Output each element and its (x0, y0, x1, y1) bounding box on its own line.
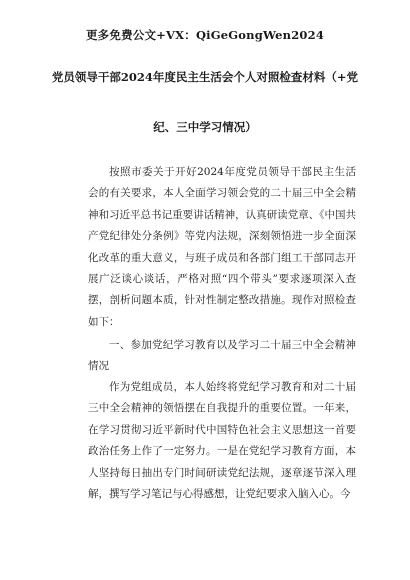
promo-header: 更多免费公文+VX：QiGeGongWen2024 (85, 28, 325, 42)
document-title-line-2: 纪、三中学习情况） (153, 120, 257, 134)
intro-paragraph: 按照市委关于开好2024年度党员领导干部民主生活会的有关要求，本人全面学习领会党的二十届三中全会精神和习近平总书记重要讲话精神，认真研读党章、《中国共产党纪律处分条例》等党内法规，深刻领悟进一步全面深化改革的重大意义，与班子成员和各部门组工干部同志开展广泛谈心谈话，严格对照“四个带头”要求逐项深入查摆，剖析问题本质，针对性制定整改措施。现作对照检查如下： (88, 166, 356, 328)
document-title-line-1: 党员领导干部2024年度民主生活会个人对照检查材料（+党 (51, 70, 359, 84)
body-paragraph: 作为党组成员，本人始终将党纪学习教育和对二十届三中全会精神的领悟摆在自我提升的重要位置。一年来，在学习贯彻习近平新时代中国特色社会主义思想这一首要政治任务上作了一定努力。一是在党纪学习教育方面，本人坚持每日抽出专门时间研读党纪法规，逐章逐节深入理解，撰写学习笔记与心得感想，让党纪要求入脑入心。今 (88, 381, 356, 501)
section-heading: 一、参加党纪学习教育以及学习二十届三中全会精神情况 (88, 339, 356, 373)
